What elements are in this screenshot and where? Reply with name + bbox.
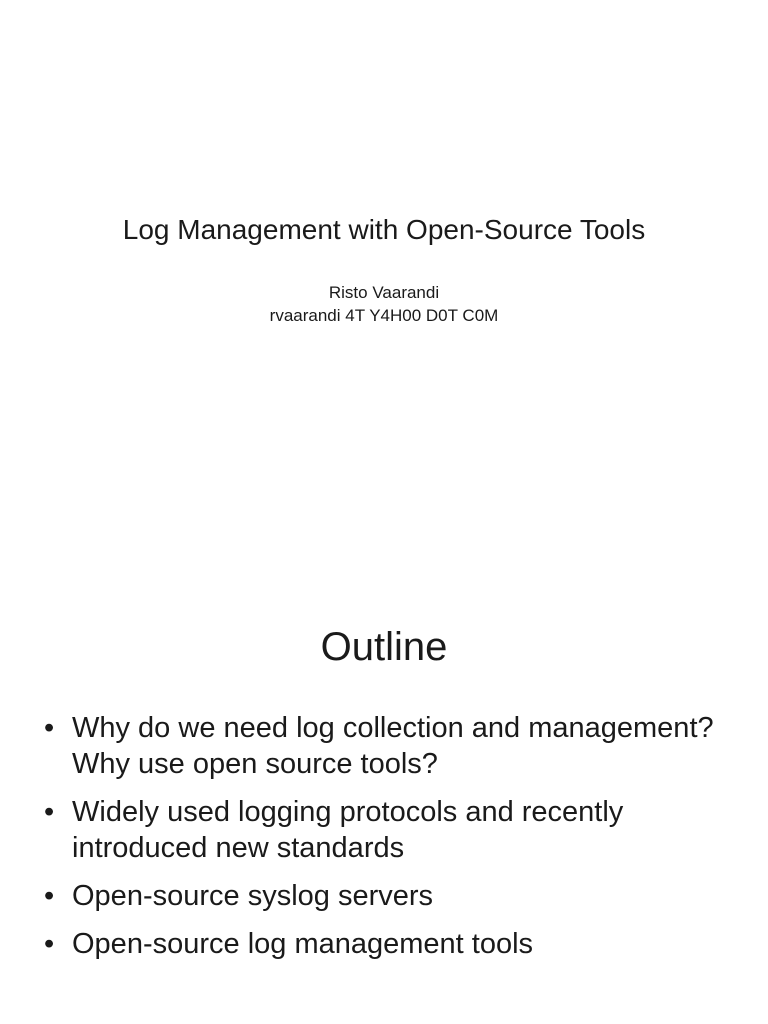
- list-item: [44, 878, 724, 914]
- bullet-icon: •: [44, 796, 55, 828]
- outline-list: [44, 710, 724, 974]
- bullet-icon: •: [44, 712, 55, 744]
- outline-slide: [0, 512, 768, 1024]
- list-item-text: Open-source syslog servers: [72, 880, 434, 912]
- list-item-text: Why do we need log collection and management? Why use open source tools?: [72, 712, 714, 780]
- list-item: [44, 926, 724, 962]
- author-email: rvaarandi 4T Y4H00 D0T C0M: [269, 306, 499, 325]
- list-item-text: Widely used logging protocols and recently introduced new standards: [72, 796, 624, 864]
- bullet-icon: •: [44, 928, 55, 960]
- list-item: [44, 710, 724, 782]
- list-item: [44, 794, 724, 866]
- presentation-title: Log Management with Open-Source Tools: [122, 214, 646, 245]
- bullet-icon: •: [44, 880, 55, 912]
- outline-title: Outline: [320, 625, 448, 669]
- author-name: Risto Vaarandi: [328, 283, 440, 302]
- list-item-text: Open-source log management tools: [72, 928, 534, 960]
